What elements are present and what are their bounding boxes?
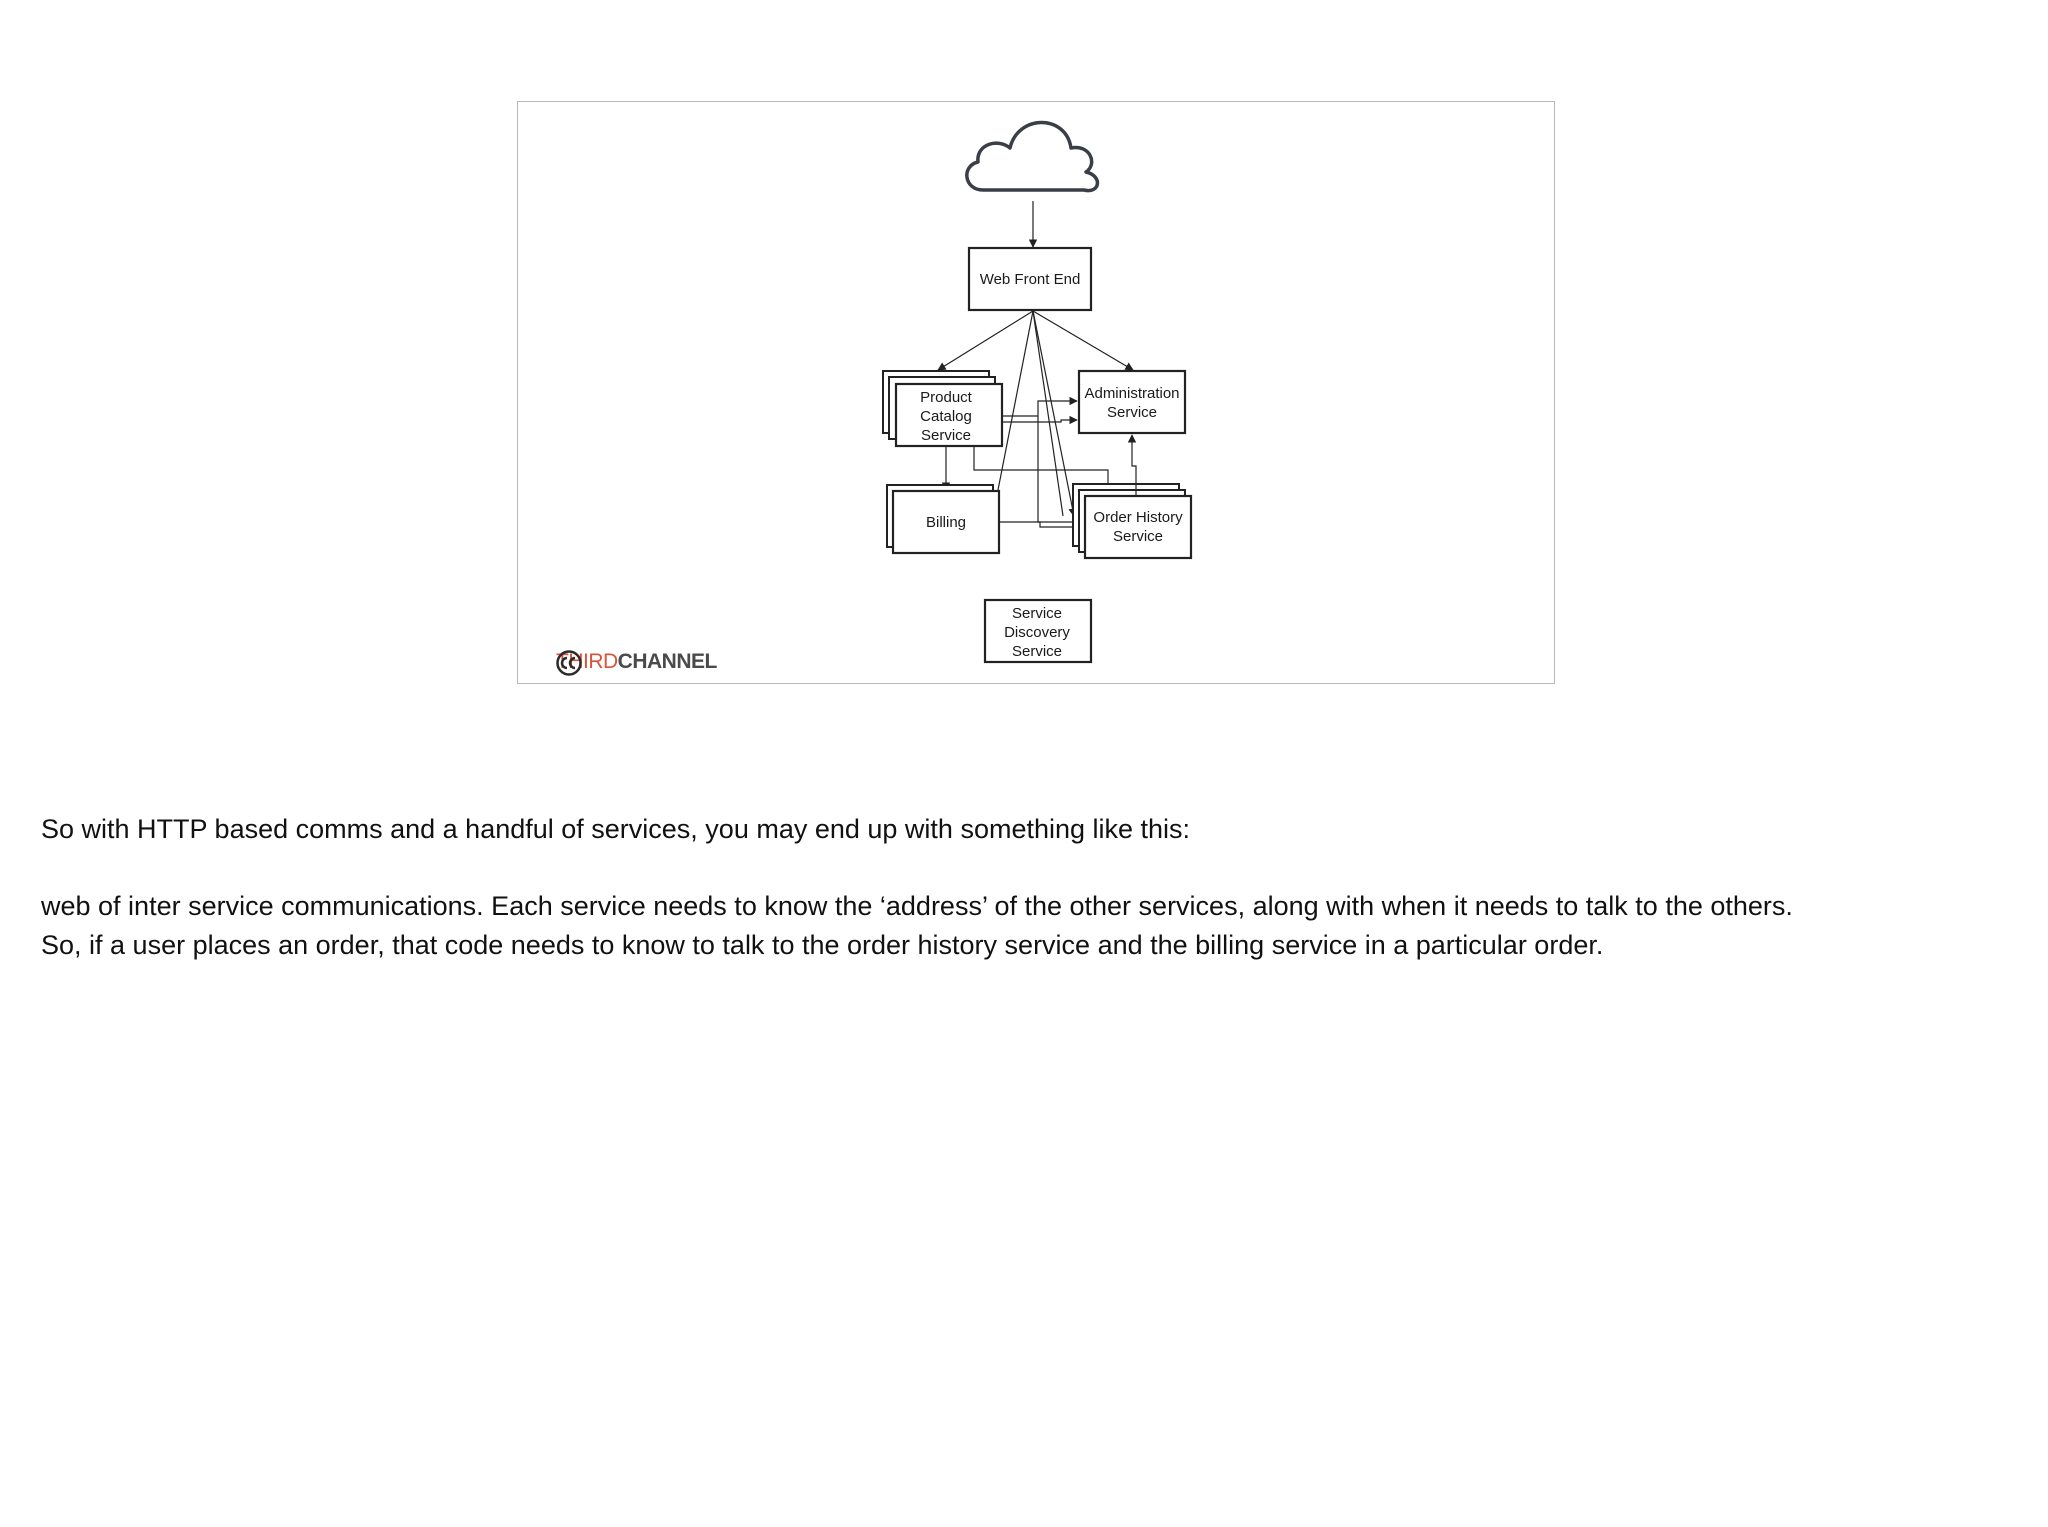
- notes-line-1: So with HTTP based comms and a handful of services, you may end up with something like this:: [41, 814, 1191, 844]
- product-catalog-label-1: Product: [920, 389, 972, 406]
- web-front-end-label: Web Front End: [979, 271, 1081, 288]
- administration-label-2: Service: [1106, 404, 1158, 421]
- order-history-label-1: Order History: [1093, 509, 1183, 526]
- product-catalog-label-2: Catalog: [920, 408, 972, 425]
- connector-product-admin-2: [1002, 420, 1077, 422]
- speaker-notes: [41, 810, 2031, 965]
- connector-web-admin: [1033, 311, 1133, 370]
- service-discovery-label-1: Service: [1011, 605, 1063, 622]
- service-discovery-label-2: Discovery: [1004, 624, 1070, 641]
- thirdchannel-logo: [556, 650, 717, 674]
- notes-line-2: web of inter service communications. Each service needs to know the ‘address’ of the other services, along with when it needs to talk to the others.: [41, 891, 1793, 921]
- connector-web-order: [1033, 311, 1074, 516]
- node-administration-service: [1079, 371, 1185, 433]
- order-history-label-2: Service: [1112, 528, 1164, 545]
- connector-web-billing: [998, 311, 1033, 490]
- billing-label: Billing: [925, 514, 967, 531]
- product-catalog-label-3: Service: [920, 427, 972, 444]
- logo-third: THIRD: [556, 650, 618, 673]
- cloud-icon: [967, 123, 1098, 191]
- administration-label-1: Administration: [1084, 385, 1180, 402]
- service-discovery-label-3: Service: [1011, 643, 1063, 660]
- connector-billing-order: [1000, 522, 1080, 527]
- logo-channel: CHANNEL: [617, 650, 717, 673]
- architecture-diagram: [518, 102, 1556, 685]
- node-product-catalog: [883, 371, 1002, 446]
- notes-line-3: So, if a user places an order, that code needs to know to talk to the order history service and the billing service in a particular order.: [41, 930, 1604, 960]
- slide-diagram: [517, 101, 1555, 684]
- thirdchannel-logo-icon: [556, 650, 582, 676]
- node-service-discovery: [985, 600, 1091, 662]
- node-order-history: [1073, 484, 1191, 558]
- connector-web-product: [938, 311, 1033, 370]
- node-billing: [887, 485, 999, 553]
- node-web-front-end: [969, 248, 1091, 310]
